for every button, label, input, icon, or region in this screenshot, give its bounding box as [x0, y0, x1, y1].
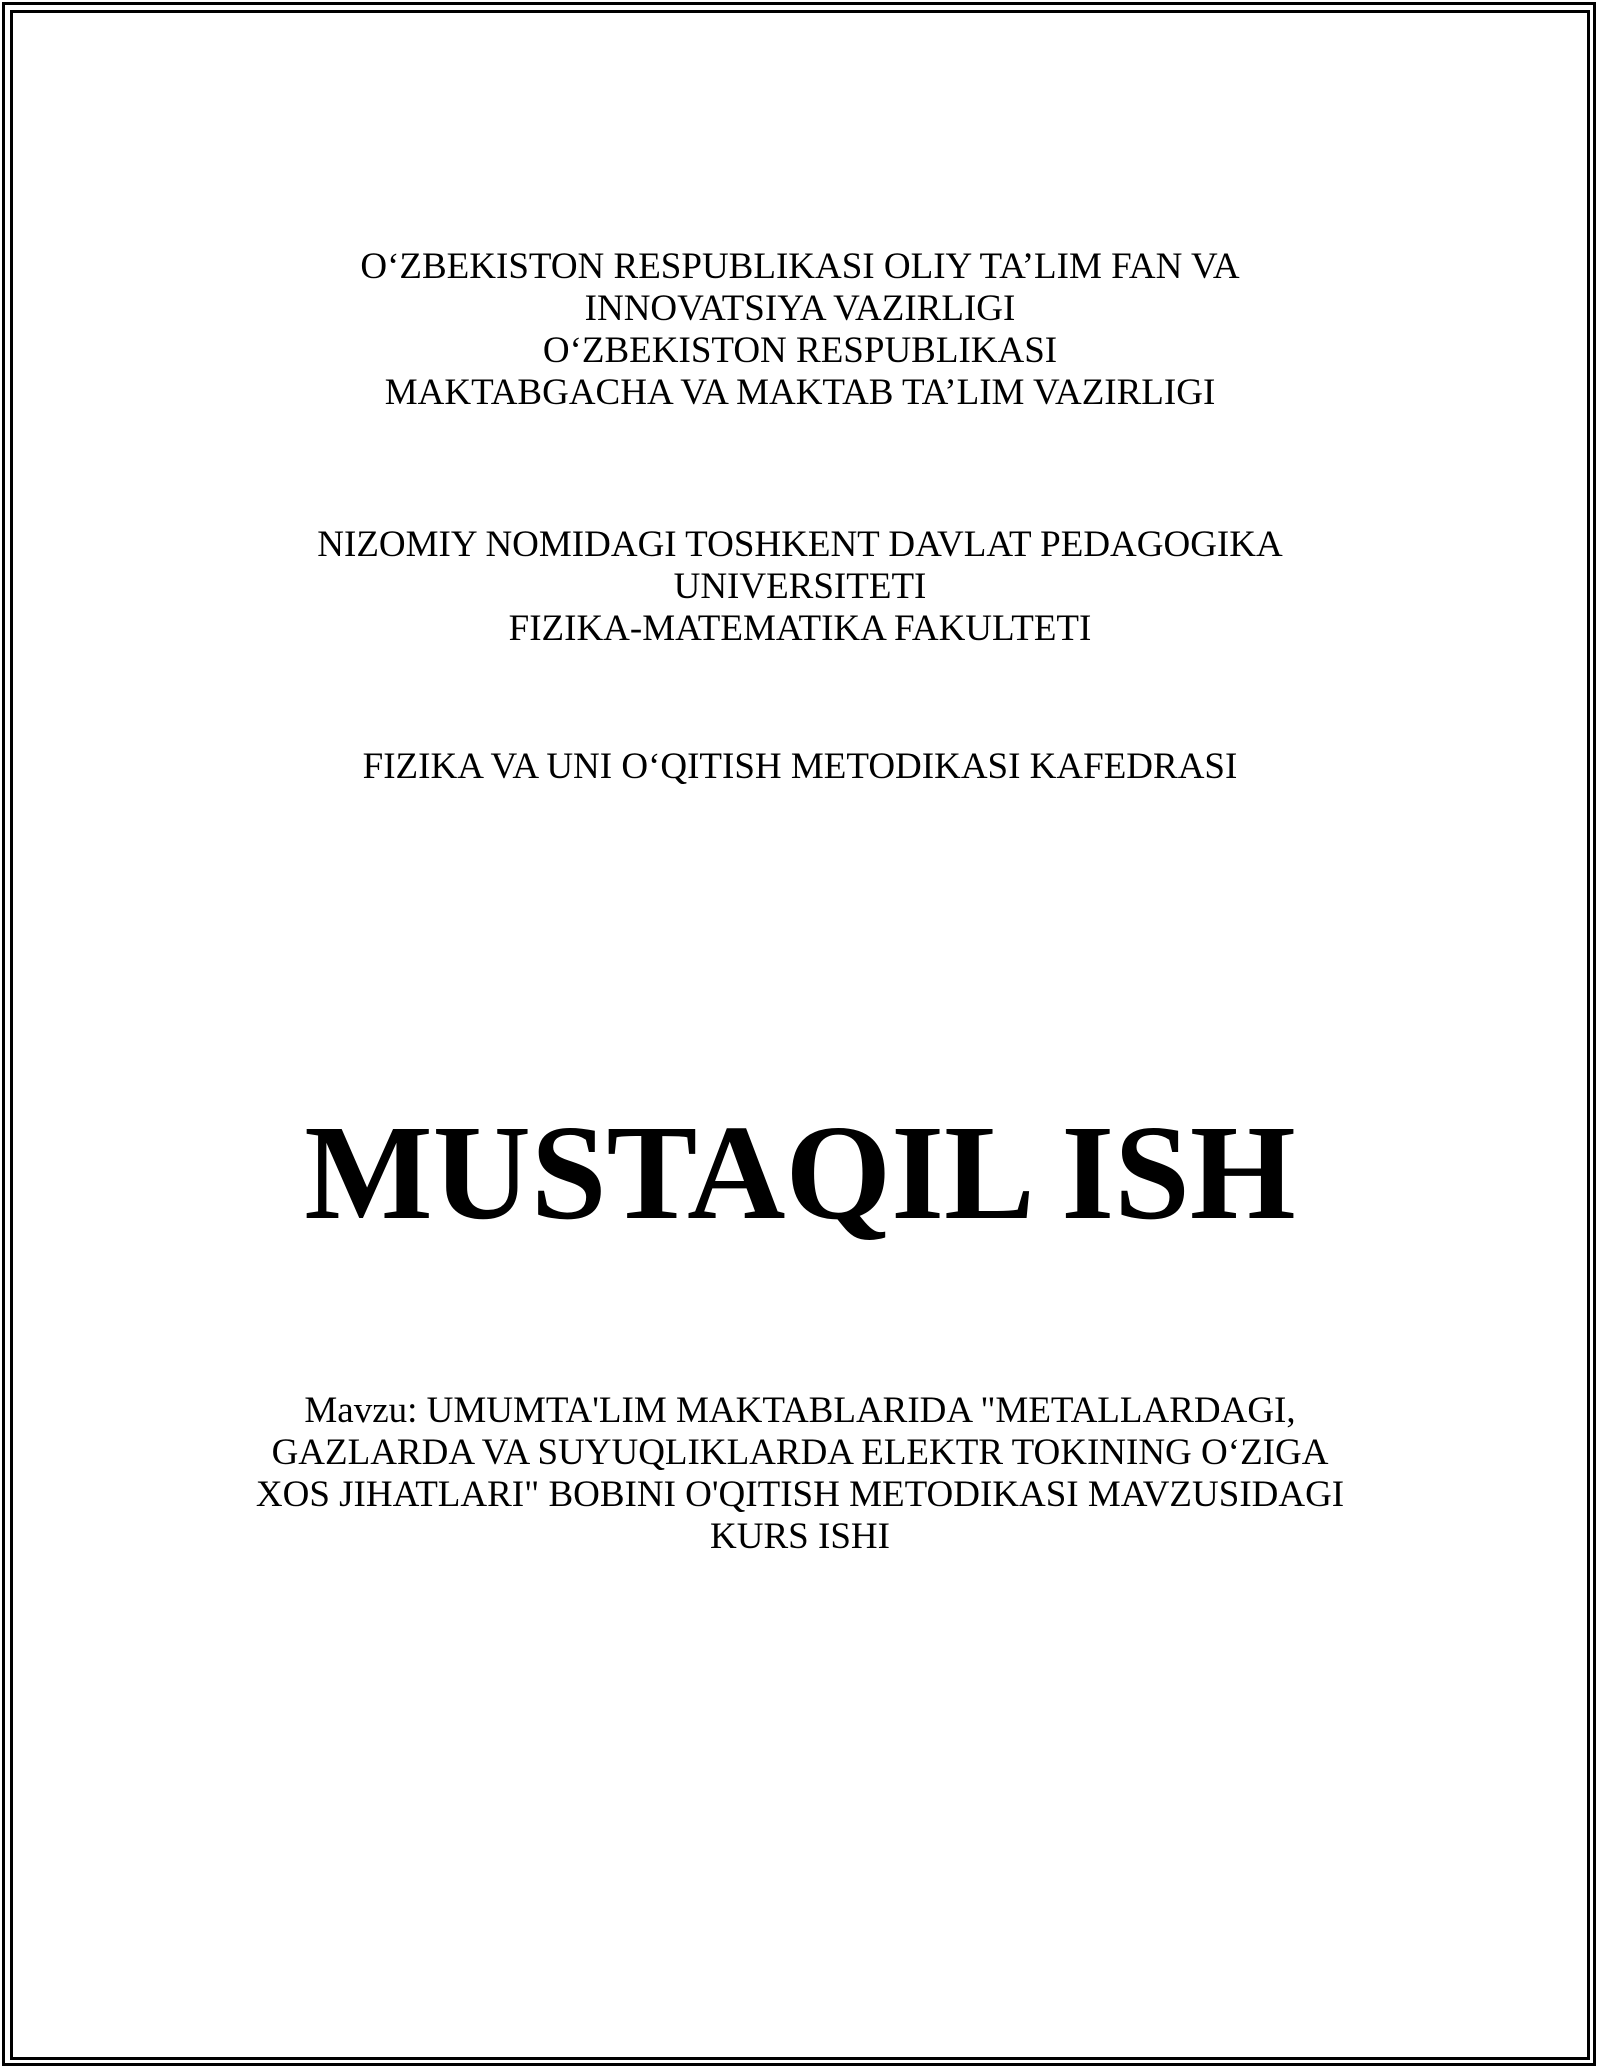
department-heading	[0, 746, 1600, 788]
topic-line: GAZLARDA VA SUYUQLIKLARDA ELEKTR TOKINING O‘ZIGA	[271, 1432, 1329, 1473]
topic-line: XOS JIHATLARI" BOBINI O'QITISH METODIKASI MAVZUSIDAGI	[255, 1474, 1345, 1515]
topic-block	[0, 1390, 1600, 1558]
ministry-line: O‘ZBEKISTON RESPUBLIKASI	[542, 330, 1058, 371]
university-line: NIZOMIY NOMIDAGI TOSHKENT DAVLAT PEDAGOGIKA	[317, 524, 1283, 565]
topic-line: KURS ISHI	[710, 1516, 890, 1557]
ministry-line: INNOVATSIYA VAZIRLIGI	[584, 288, 1016, 329]
document-title: MUSTAQIL ISH	[304, 1098, 1296, 1248]
topic-line: Mavzu: UMUMTA'LIM MAKTABLARIDA "METALLARDAGI,	[304, 1390, 1296, 1431]
ministry-line: MAKTABGACHA VA MAKTAB TA’LIM VAZIRLIGI	[384, 372, 1216, 413]
ministry-line: O‘ZBEKISTON RESPUBLIKASI OLIY TA’LIM FAN VA	[360, 246, 1240, 287]
university-line: FIZIKA-MATEMATIKA FAKULTETI	[508, 608, 1092, 649]
university-line: UNIVERSITETI	[673, 566, 927, 607]
department-line: FIZIKA VA UNI O‘QITISH METODIKASI KAFEDRASI	[362, 746, 1238, 787]
ministry-heading	[0, 246, 1600, 414]
university-heading	[0, 524, 1600, 650]
